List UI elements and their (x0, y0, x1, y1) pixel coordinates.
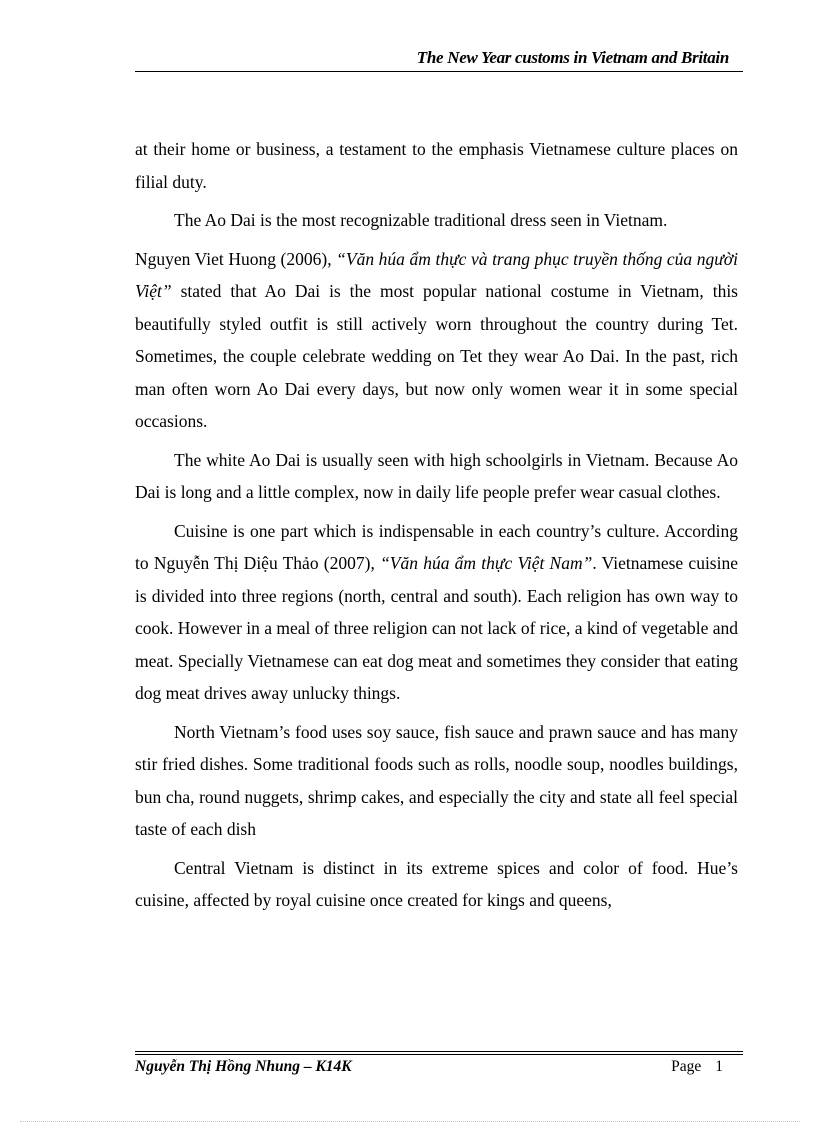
footer-rule-top (135, 1051, 743, 1052)
paragraph-cuisine (135, 515, 738, 710)
paragraph-continuation: at their home or business, a testament to the emphasis Vietnamese culture places on filial duty. (135, 139, 738, 192)
paragraph-ao-dai-citation (135, 243, 738, 438)
header-rule (135, 71, 743, 72)
citation-title: “Văn húa ẩm thực và trang phục truyền thống của người Việt” (135, 248, 738, 301)
cuisine-text: . Vietnamese cuisine is divided into three regions (north, central and south). Each religion has own way to cook. However in a meal of three religion can not lack of rice, a kind of vegetable and meat. Specially Vietnamese can eat dog meat and sometimes they consider that eating dog meat drives away unlucky things. (135, 553, 739, 703)
page-label: Page (671, 1058, 702, 1075)
page-bottom-border (20, 1121, 800, 1122)
page-header (135, 48, 743, 72)
paragraph-central-food: Central Vietnam is distinct in its extreme spices and color of food. Hue’s cuisine, affected by royal cuisine once created for kings and queens, (135, 857, 738, 910)
footer-rule-bottom (135, 1054, 743, 1055)
cuisine-intro: Cuisine is one part which is indispensable in each country’s culture. According to Nguyễn Thị Diệu Thảo (2007), (135, 520, 738, 573)
header-title: The New Year customs in Vietnam and Britain (416, 48, 729, 67)
page-number (671, 1058, 723, 1076)
citation-author: Nguyen Viet Huong (2006), (135, 248, 337, 269)
document-body (135, 133, 738, 923)
cuisine-citation-title: “Văn húa ẩm thực Việt Nam” (380, 553, 593, 573)
paragraph-white-ao-dai: The white Ao Dai is usually seen with high schoolgirls in Vietnam. Because Ao Dai is long and a little complex, now in daily life people prefer wear casual clothes. (135, 449, 738, 502)
page-footer (135, 1051, 743, 1083)
paragraph-north-food: North Vietnam’s food uses soy sauce, fish sauce and prawn sauce and has many stir fried dishes. Some traditional foods such as rolls, noodle soup, noodles buildings, bun cha, round nuggets, shrimp cakes, and especially the city and state all feel special taste of each dish (135, 721, 738, 839)
page-number-value: 1 (715, 1058, 723, 1075)
citation-text: stated that Ao Dai is the most popular national costume in Vietnam, this beautifully styled outfit is still actively worn throughout the country during Tet. Sometimes, the couple celebrate wedding on Tet they wear Ao Dai. In the past, rich man often worn Ao Dai every days, but now only women wear it in some special occasions. (135, 281, 738, 431)
paragraph-ao-dai-intro: The Ao Dai is the most recognizable traditional dress seen in Vietnam. (174, 210, 668, 230)
footer-author: Nguyễn Thị Hồng Nhung – K14K (135, 1058, 352, 1075)
